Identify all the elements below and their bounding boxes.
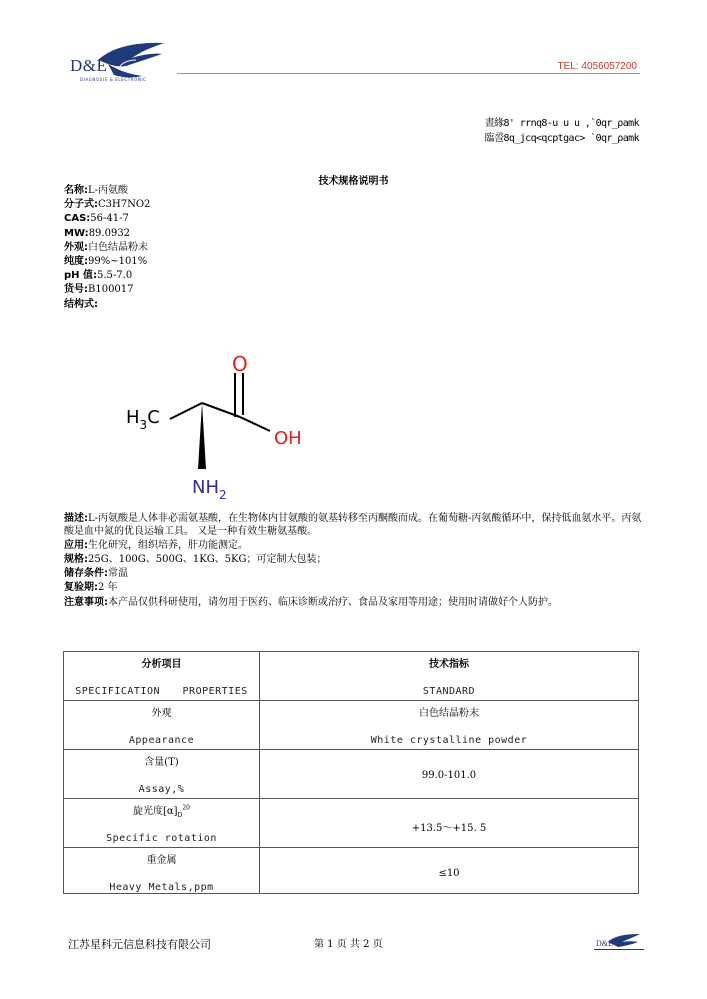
footer-company: 江苏星科元信息科技有限公司	[68, 938, 211, 951]
notice: 注意事项:本产品仅供科研使用，请勿用于医药、临床诊断或治疗、食品及家用等用途；使用时请做好个人防护。	[64, 597, 558, 608]
contact-line-2: 臨巹8q_jcq<qcptgac> `0qr_ρamk	[484, 133, 639, 144]
table-row	[64, 799, 639, 848]
row-appearance-std-cn: 白色结晶粉末	[419, 708, 479, 719]
logo-text: D&E	[70, 56, 108, 75]
header-logo	[68, 40, 178, 82]
wedge-bond	[198, 403, 206, 469]
logo-subtitle: DIAGNOSIS & ELECTRONIC	[80, 77, 147, 82]
bond-ch3-ca	[170, 403, 202, 419]
row-metals-en: Heavy Metals,ppm	[109, 882, 214, 893]
row-appearance-standard	[260, 701, 639, 750]
product-info	[64, 184, 150, 312]
table-header-row	[64, 652, 639, 701]
retest-period: 复验期:2 年	[64, 582, 118, 593]
row-rotation-property	[64, 799, 260, 848]
row-appearance-property	[64, 701, 260, 750]
header-standard-en: STANDARD	[422, 686, 476, 697]
row-metals-std: ≤10	[438, 868, 460, 879]
storage: 储存条件:常温	[64, 568, 128, 579]
row-appearance-std-en: White crystalline powder	[370, 735, 528, 746]
description: 描述:L-丙氨酸是人体非必需氨基酸，在生物体内甘氨酸的氨基转移至丙酮酸而成。在葡萄糖-丙氨酸循环中，保持低血氨水平。丙氨酸是血中氮的优良运输工具。 又是一种有效生糖氨基酸。	[64, 513, 642, 537]
info-formula: 分子式:C3H7NO2	[64, 199, 151, 211]
header-cell-standard	[260, 652, 639, 701]
row-appearance-cn: 外观	[151, 708, 172, 719]
row-assay-standard	[260, 750, 639, 799]
contact-line-1: 晝緣8' rrnq8-u u u ,`0qr_ρamk	[484, 118, 639, 129]
structure-diagram	[118, 345, 318, 505]
row-rotation-cn: 旋光度$[\alpha]_D^{20}$	[132, 804, 190, 819]
footer-logo-line	[594, 949, 644, 950]
row-metals-property	[64, 848, 260, 894]
table-row	[64, 701, 639, 750]
row-assay-cn: 含量(T)	[144, 757, 179, 768]
spec-table	[63, 651, 639, 894]
info-mw: MW:89.0932	[64, 227, 131, 239]
bond-c-oh	[240, 417, 270, 431]
atom-nh2: $NH_2$	[192, 477, 227, 502]
document-title: 技术规格说明书	[318, 176, 389, 187]
header-tel: TEL: 4056057200	[557, 61, 637, 72]
atom-o: O	[232, 352, 248, 376]
row-metals-standard	[260, 848, 639, 894]
row-assay-std: 99.0-101.0	[421, 770, 477, 781]
footer-logo-text: D&E	[596, 939, 613, 948]
atom-ch3: $H_3C$	[126, 407, 160, 432]
info-purity: 纯度:99%~101%	[64, 256, 148, 268]
row-metals-cn: 重金属	[146, 855, 177, 866]
footer-page-number: 第 1 页 共 2 页	[314, 939, 383, 950]
atom-oh: OH	[274, 428, 302, 449]
row-appearance-en: Appearance	[128, 735, 195, 746]
header-standard-cn: 技术指标	[429, 659, 469, 670]
header-properties-en: SPECIFICATION PROPERTIES	[75, 686, 248, 697]
row-assay-property	[64, 750, 260, 799]
footer-logo	[594, 932, 644, 954]
header-properties-cn: 分析项目	[141, 659, 182, 670]
info-cas: CAS:56-41-7	[64, 213, 129, 225]
header-divider	[177, 73, 640, 74]
info-appearance: 外观:白色结晶粉末	[64, 241, 148, 253]
header-cell-properties	[64, 652, 260, 701]
row-rotation-en: Specific rotation	[106, 833, 217, 844]
specification: 规格:25G、100G、500G、1KG、5KG；可定制大包装；	[64, 554, 327, 565]
info-name: 名称:L-丙氨酸	[64, 185, 129, 196]
info-ph: pH 值:5.5-7.0	[64, 270, 133, 282]
info-catalog: 货号:B100017	[64, 284, 134, 296]
table-row	[64, 750, 639, 799]
info-structure: 结构式:	[64, 298, 98, 310]
row-rotation-std: +13.5～+15. 5	[411, 823, 487, 834]
application: 应用:生化研究，组织培养，肝功能测定。	[64, 540, 248, 551]
table-row	[64, 848, 639, 894]
row-rotation-standard	[260, 799, 639, 848]
row-assay-en: Assay,%	[138, 784, 185, 795]
